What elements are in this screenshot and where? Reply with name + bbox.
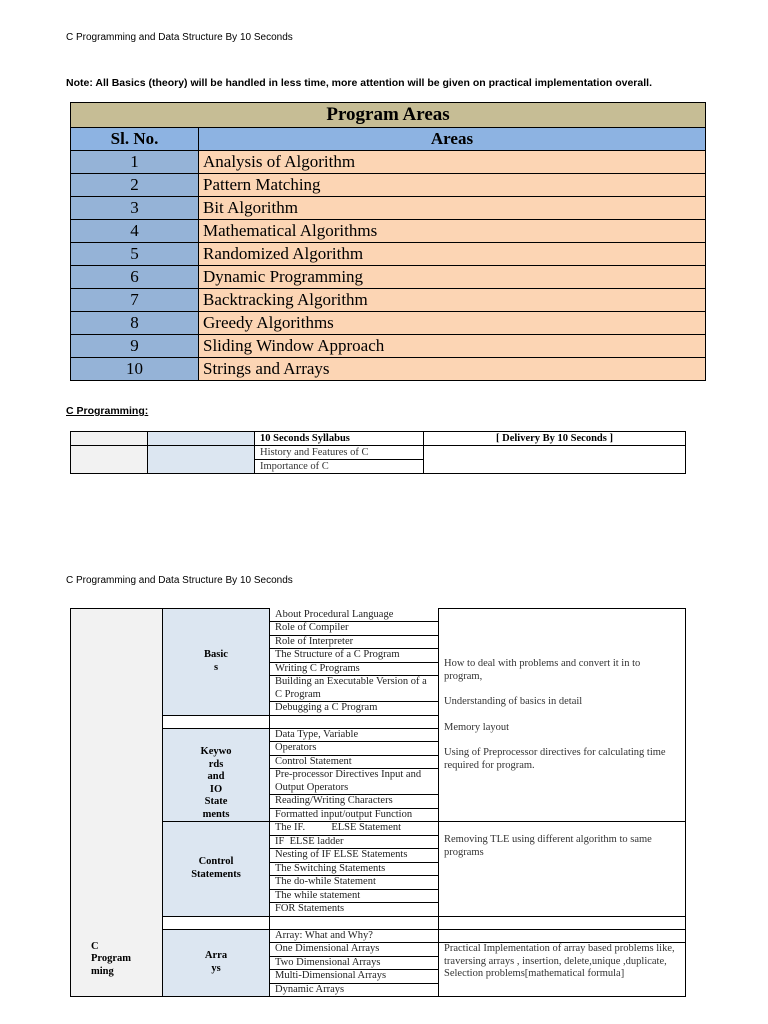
program-areas-title: Program Areas: [71, 103, 706, 128]
col-delivery: [ Delivery By 10 Seconds ]: [424, 432, 686, 446]
topic-item: About Procedural Language: [270, 609, 439, 622]
syl-blank-4: [148, 446, 255, 474]
area-number: 9: [71, 335, 199, 358]
area-row: [71, 358, 706, 381]
topic-item: Reading/Writing Characters: [270, 795, 439, 809]
area-row: [71, 243, 706, 266]
topic-item: Data Type, Variable: [270, 728, 439, 742]
gap-cell: [270, 715, 439, 728]
topic-item: FOR Statements: [270, 903, 439, 917]
area-name: Bit Algorithm: [199, 197, 706, 220]
description-line: Memory layout: [444, 721, 510, 733]
area-row: [71, 197, 706, 220]
syl-delivery-cell: [424, 446, 686, 474]
keywords-label: Keywo rds and IO State ments: [163, 728, 270, 822]
topic-item: The do-while Statement: [270, 876, 439, 890]
area-number: 1: [71, 151, 199, 174]
topic-item: Two Dimensional Arrays: [270, 956, 439, 970]
basics-description: [439, 609, 686, 822]
col-areas: Areas: [199, 128, 706, 151]
topic-item: Writing C Programs: [270, 662, 439, 676]
area-number: 7: [71, 289, 199, 312]
area-row: [71, 151, 706, 174]
topic-item: Role of Compiler: [270, 622, 439, 636]
area-name: Strings and Arrays: [199, 358, 706, 381]
syl-blank-2: [148, 432, 255, 446]
topic-item: Formatted input/output Function: [270, 808, 439, 822]
area-row: [71, 312, 706, 335]
topic-item: One Dimensional Arrays: [270, 943, 439, 957]
area-number: 10: [71, 358, 199, 381]
syllabus-item: Importance of C: [255, 460, 424, 474]
area-row: [71, 266, 706, 289]
area-name: Backtracking Algorithm: [199, 289, 706, 312]
topic-item: The while statement: [270, 889, 439, 903]
area-number: 4: [71, 220, 199, 243]
area-name: Mathematical Algorithms: [199, 220, 706, 243]
gap-cell: [163, 715, 270, 728]
area-number: 2: [71, 174, 199, 197]
topic-item: Debugging a C Program: [270, 702, 439, 716]
topic-item: IF ELSE ladder: [270, 835, 439, 849]
control-description: Removing TLE using different algorithm to same programs: [439, 822, 686, 917]
topic-item: Pre-processor Directives Input and Output Operators: [270, 769, 439, 795]
topic-item: Control Statement: [270, 755, 439, 769]
page-header: C Programming and Data Structure By 10 Seconds: [66, 32, 293, 43]
note-text: Note: All Basics (theory) will be handled in less time, more attention will be given on practical implementation overall.: [66, 77, 652, 89]
arrays-blank: [439, 929, 686, 943]
main-subject-label: C Program ming: [71, 609, 163, 997]
area-row: [71, 220, 706, 243]
syllabus-item: History and Features of C: [255, 446, 424, 460]
area-row: [71, 289, 706, 312]
syl-blank-1: [71, 432, 148, 446]
topic-item: Dynamic Arrays: [270, 983, 439, 997]
topic-item: The Structure of a C Program: [270, 649, 439, 663]
area-number: 8: [71, 312, 199, 335]
col-syllabus: 10 Seconds Syllabus: [255, 432, 424, 446]
topic-item: Role of Interpreter: [270, 635, 439, 649]
topic-item: The Switching Statements: [270, 862, 439, 876]
arrays-description: Practical Implementation of array based problems like, traversing arrays , insertion, delete,unique ,duplicate, Selection problems[mathematical formula]: [439, 943, 686, 997]
col-sl-no: Sl. No.: [71, 128, 199, 151]
area-name: Randomized Algorithm: [199, 243, 706, 266]
area-name: Sliding Window Approach: [199, 335, 706, 358]
area-name: Pattern Matching: [199, 174, 706, 197]
area-name: Dynamic Programming: [199, 266, 706, 289]
gap-cell: [439, 916, 686, 929]
topic-item: Operators: [270, 742, 439, 756]
gap-cell: [270, 916, 439, 929]
program-areas-table: [70, 102, 706, 381]
topic-item: Nesting of IF ELSE Statements: [270, 849, 439, 863]
section-title: C Programming:: [66, 405, 149, 417]
syl-blank-3: [71, 446, 148, 474]
control-label: Control Statements: [163, 822, 270, 917]
arrays-label: Arra ys: [163, 929, 270, 997]
area-row: [71, 174, 706, 197]
c-programming-table: [70, 608, 686, 997]
gap-cell: [163, 916, 270, 929]
area-number: 3: [71, 197, 199, 220]
area-row: [71, 335, 706, 358]
area-name: Analysis of Algorithm: [199, 151, 706, 174]
description-line: How to deal with problems and convert it in to program,: [444, 658, 641, 682]
area-name: Greedy Algorithms: [199, 312, 706, 335]
topic-item: Building an Executable Version of a C Program: [270, 676, 439, 702]
area-number: 5: [71, 243, 199, 266]
area-number: 6: [71, 266, 199, 289]
topic-item: The IF. ELSE Statement: [270, 822, 439, 836]
topic-item: Array: What and Why?: [270, 929, 439, 943]
syllabus-table: [70, 431, 686, 474]
topic-item: Multi-Dimensional Arrays: [270, 970, 439, 984]
basics-label: Basic s: [163, 609, 270, 716]
description-line: Understanding of basics in detail: [444, 696, 583, 707]
description-line: Using of Preprocessor directives for calculating time required for program.: [444, 747, 666, 771]
page-header-2: C Programming and Data Structure By 10 Seconds: [66, 575, 293, 586]
